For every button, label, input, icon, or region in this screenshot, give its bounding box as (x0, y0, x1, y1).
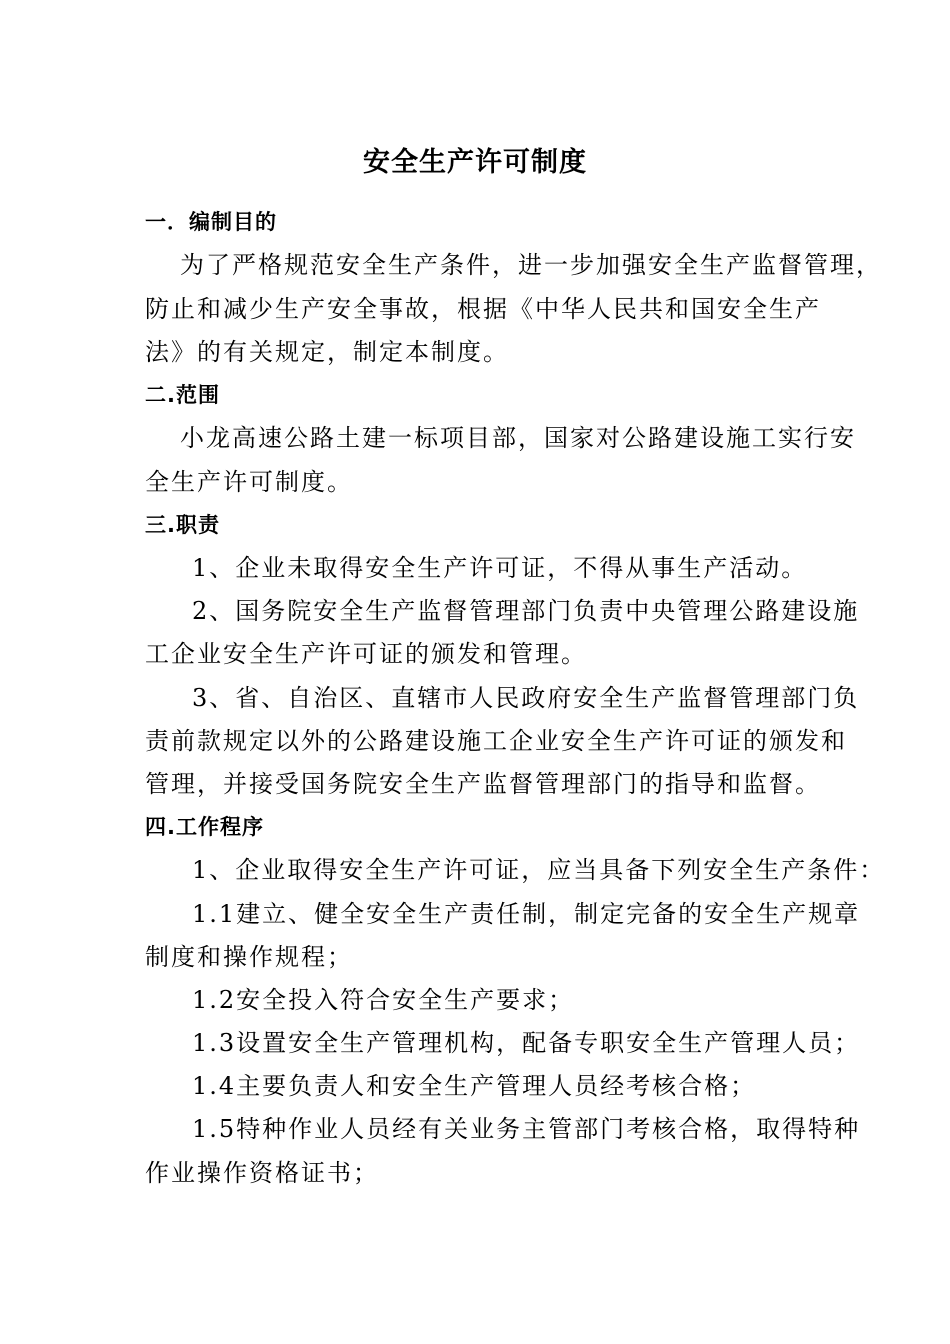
section-heading-purpose: 一．编制目的 (145, 210, 277, 234)
paragraph-line: 2、国务院安全生产监督管理部门负责中央管理公路建设施 (192, 597, 860, 625)
paragraph-line: 1、企业未取得安全生产许可证，不得从事生产活动。 (192, 554, 808, 582)
paragraph-line: 为了严格规范安全生产条件，进一步加强安全生产监督管理， (180, 251, 882, 279)
paragraph-line: 1.4主要负责人和安全生产管理人员经考核合格； (192, 1072, 757, 1100)
paragraph-line: 3、省、自治区、直辖市人民政府安全生产监督管理部门负 (192, 684, 860, 712)
paragraph-line: 工企业安全生产许可证的颁发和管理。 (145, 640, 587, 668)
section-heading-scope: 二.范围 (145, 383, 220, 407)
paragraph-line: 1.3设置安全生产管理机构，配备专职安全生产管理人员； (192, 1029, 861, 1057)
paragraph-line: 1.1建立、健全安全生产责任制，制定完备的安全生产规章 (192, 900, 861, 928)
paragraph-line: 1.2安全投入符合安全生产要求； (192, 986, 575, 1014)
paragraph-line: 责前款规定以外的公路建设施工企业安全生产许可证的颁发和 (145, 727, 847, 755)
paragraph-line: 法》的有关规定，制定本制度。 (145, 338, 509, 366)
paragraph-line: 制度和操作规程； (145, 943, 353, 971)
paragraph-line: 防止和减少生产安全事故，根据《中华人民共和国安全生产 (145, 295, 821, 323)
paragraph-line: 全生产许可制度。 (145, 468, 353, 496)
document-title: 安全生产许可制度 (363, 147, 587, 178)
paragraph-line: 1、企业取得安全生产许可证，应当具备下列安全生产条件： (192, 856, 886, 884)
paragraph-line: 作业操作资格证书； (145, 1159, 379, 1187)
section-heading-procedure: 四.工作程序 (145, 815, 264, 839)
paragraph-line: 1.5特种作业人员经有关业务主管部门考核合格，取得特种 (192, 1115, 861, 1143)
paragraph-line: 管理，并接受国务院安全生产监督管理部门的指导和监督。 (145, 770, 821, 798)
section-heading-responsibilities: 三.职责 (145, 513, 220, 537)
paragraph-line: 小龙高速公路土建一标项目部，国家对公路建设施工实行安 (180, 424, 856, 452)
